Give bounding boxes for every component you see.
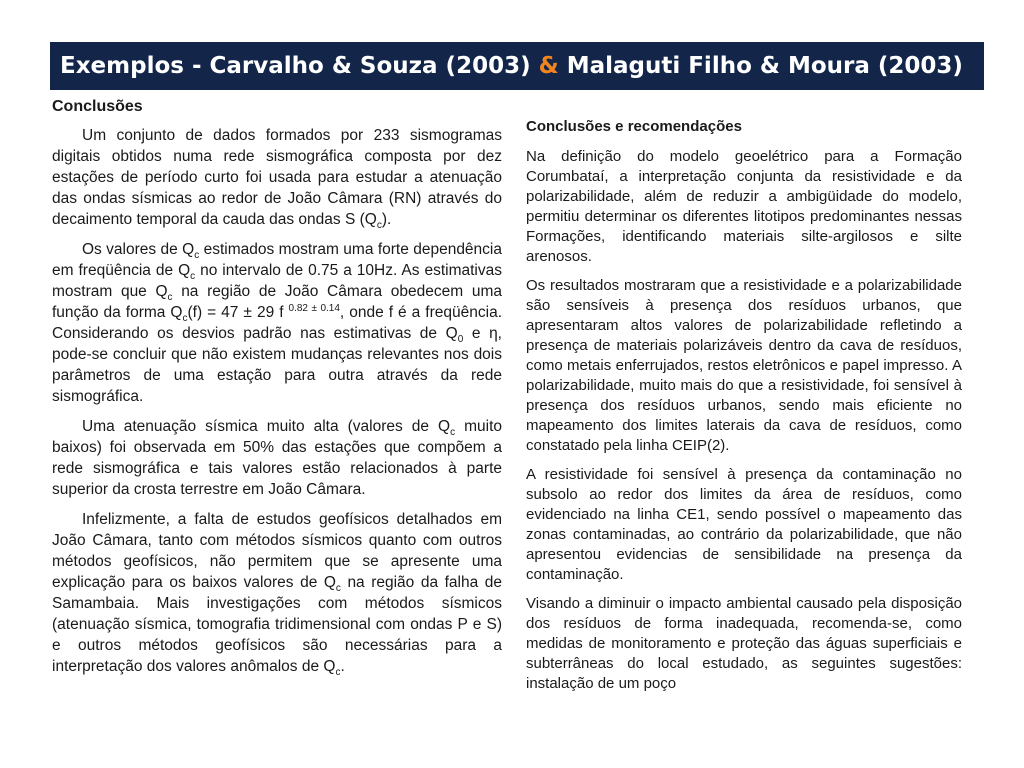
left-paragraph-2: Os valores de $Q_c$ estimados mostram uma forte dependência em freqüência de $Q_c$ no intervalo de 0.75 a 10Hz. As estimativas mostram que $Q_c$ na região de João Câmara obedecem uma função da forma $Q_c(f) = 47 \pm 29$ f $^{0.82 \pm 0.14}$, onde f é a freqüência. Considerando os desvios padrão nas estimativas de $Q_0$ e η, pode-se concluir que não existem mudanças relevantes nos dois parâmetros de uma estação para outra através da rede sismográfica. xyxy=(52,241,502,405)
right-heading: Conclusões e recomendações xyxy=(526,118,742,135)
left-paragraph-3: Uma atenuação sísmica muito alta (valores de $Q_c$ muito baixos) foi observada em 50% das estações que compõem a rede sismográfica e tais valores estão relacionados à parte superior da crosta terrestre em João Câmara. xyxy=(52,418,502,498)
right-paragraph-4: Visando a diminuir o impacto ambiental causado pela disposição dos resíduos de forma inadequada, recomenda-se, como medidas de monitoramento e proteção das águas superficiais e subterrâneas do local estudado, as seguintes sugestões: instalação de um poço xyxy=(526,595,962,692)
right-paragraph-1: Na definição do modelo geoelétrico para a Formação Corumbataí, a interpretação conjunta da resistividade e da polarizabilidade, além de reduzir a ambigüidade do modelo, permitiu determinar os diferentes litotipos predominantes nessas Formações, identificando materiais silte-argilosos e silte arenosos. xyxy=(526,148,962,265)
right-excerpt xyxy=(526,117,962,695)
title-part1: Exemplos - Carvalho & Souza (2003) xyxy=(60,53,531,79)
right-paragraph-3: A resistividade foi sensível à presença da contaminação no subsolo ao redor dos limites da área de resíduos, como evidenciado na linha CE1, sendo possível o mapeamento das zonas contaminadas, ao contrário da polarizabilidade, que não apresentou evidencias de sensibilidade na presença da contaminação. xyxy=(526,466,962,583)
left-paragraph-1: Um conjunto de dados formados por 233 sismogramas digitais obtidos numa rede sismográfica composta por dez estações de período curto foi usada para estudar a atenuação das ondas sísmicas ao redor de João Câmara (RN) através do decaimento temporal da cauda das ondas S $(Q_c)$. xyxy=(52,127,502,232)
slide-title xyxy=(50,42,984,90)
right-paragraph-2: Os resultados mostraram que a resistividade e a polarizabilidade são sensíveis à presença dos resíduos urbanos, que apresentaram altos valores de polarizabilidade refletindo a presença de materiais polarizáveis dentro da cava de resíduos, como metais enferrujados, restos eletrônicos e papel impresso. A polarizabilidade, muito mais do que a resistividade, foi sensível à presença dos resíduos urbanos, sendo mais eficiente no mapeamento dos limites laterais da cava de resíduos, como constatado pela linha CEIP(2). xyxy=(526,277,962,454)
left-paragraph-4: Infelizmente, a falta de estudos geofísicos detalhados em João Câmara, tanto com métodos sísmicos quanto com outros métodos geofísicos, não permitem que se apresente uma explicação para os baixos valores de $Q_c$ na região da falha de Samambaia. Mais investigações com métodos sísmicos (atenuação sísmica, tomografia tridimensional com ondas P e S) e outros métodos geofísicos são necessárias para a interpretação dos valores anômalos de $Q_c$. xyxy=(52,511,502,679)
left-heading: Conclusões xyxy=(52,98,143,115)
title-ampersand: & xyxy=(538,53,559,79)
title-part2: Malaguti Filho & Moura (2003) xyxy=(566,53,963,79)
left-excerpt xyxy=(52,96,502,686)
